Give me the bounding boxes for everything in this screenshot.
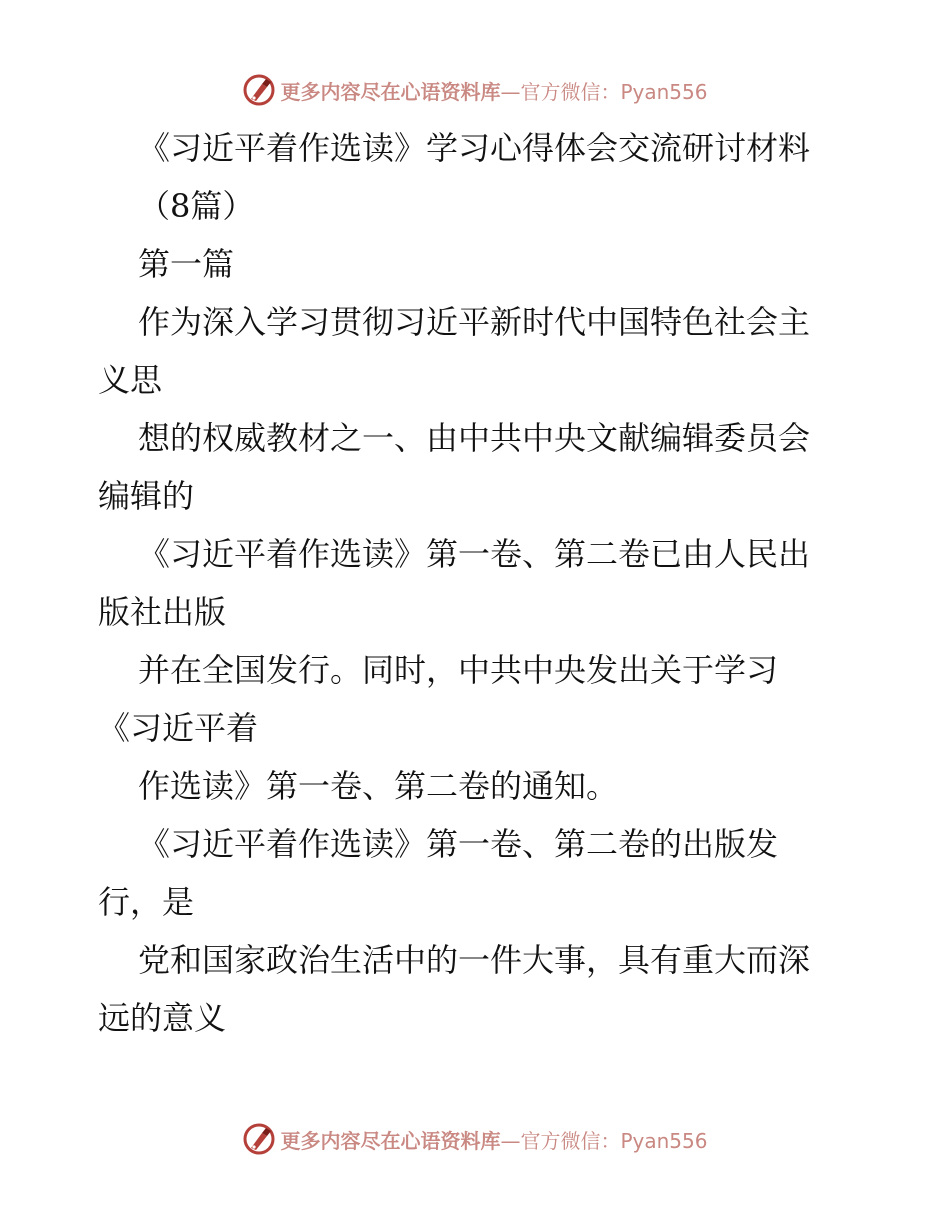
paragraph-line: 想的权威教材之一、由中共中央文献编辑委员会 — [138, 419, 811, 457]
document-body — [98, 119, 898, 1047]
paragraph-line: 《习近平着作选读》第一卷、第二卷的出版发 — [138, 825, 779, 863]
header-banner-text — [280, 76, 707, 105]
header-banner — [0, 70, 950, 110]
paragraph-line: 作为深入学习贯彻习近平新时代中国特色社会主 — [138, 303, 811, 341]
paragraph-line: 远的意义 — [98, 999, 227, 1037]
paragraph-line: 版社出版 — [98, 593, 227, 631]
paragraph-line: 并在全国发行。同时，中共中央发出关于学习 — [138, 651, 779, 689]
footer-separator: — — [500, 1128, 521, 1153]
footer-banner — [0, 1119, 950, 1159]
footer-site-text: 更多内容尽在心语资料库 — [280, 1128, 501, 1153]
section-heading: 第一篇 — [138, 245, 235, 283]
footer-banner-text — [280, 1125, 707, 1154]
pen-circle-icon — [242, 1122, 276, 1156]
header-banner-inner — [242, 73, 707, 107]
pen-circle-icon — [242, 73, 276, 107]
header-separator: — — [500, 79, 521, 104]
footer-wechat-text: 官方微信：Pyan556 — [520, 1128, 708, 1153]
paragraph-line: 《习近平着 — [98, 709, 259, 747]
document-subtitle: （8篇） — [138, 187, 255, 225]
document-title: 《习近平着作选读》学习心得体会交流研讨材料 — [138, 129, 811, 167]
header-site-text: 更多内容尽在心语资料库 — [280, 79, 501, 104]
paragraph-line: 义思 — [98, 361, 163, 399]
footer-banner-inner — [242, 1122, 707, 1156]
paragraph-line: 《习近平着作选读》第一卷、第二卷已由人民出 — [138, 535, 811, 573]
paragraph-line: 行，是 — [98, 883, 195, 921]
paragraph-line: 编辑的 — [98, 477, 195, 515]
paragraph-line: 党和国家政治生活中的一件大事，具有重大而深 — [138, 941, 811, 979]
header-wechat-text: 官方微信：Pyan556 — [520, 79, 708, 104]
paragraph-line: 作选读》第一卷、第二卷的通知。 — [138, 767, 619, 805]
